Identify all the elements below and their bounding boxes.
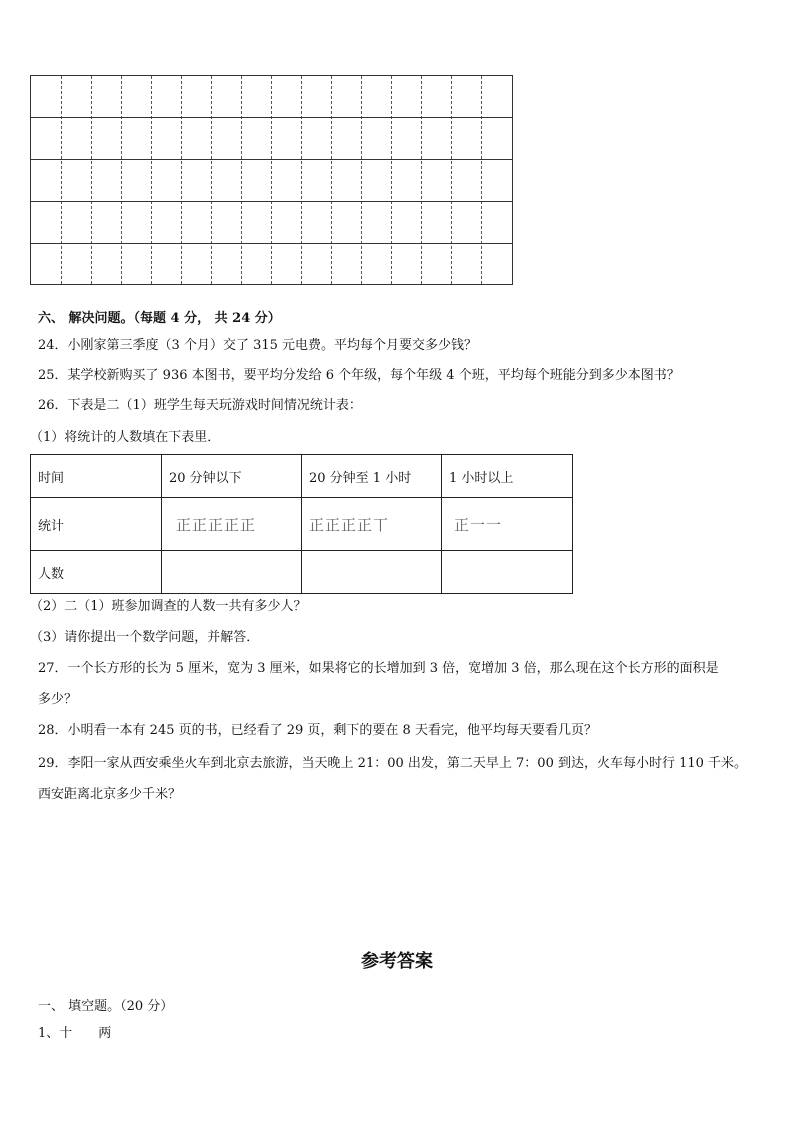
grid-line [31,243,512,244]
grid-line [31,201,512,202]
question-28: 28．小明看一本有 245 页的书，已经看了 29 页，剩下的要在 8 天看完，他平均每天要看几页？ [38,723,597,738]
grid-line [271,76,272,284]
header-over-1h: 1 小时以上 [442,455,573,498]
table-row [31,455,573,498]
writing-grid [30,75,513,285]
question-27-line1: 27．一个长方形的长为 5 厘米，宽为 3 厘米，如果将它的长增加到 3 倍，宽增加 3 倍，那么现在这个长方形的面积是 [38,661,719,676]
question-24: 24．小刚家第三季度（3 个月）交了 315 元电费。平均每个月要交多少钱？ [38,338,478,353]
question-27-line2: 多少？ [38,692,78,707]
question-26: 26．下表是二（1）班学生每天玩游戏时间情况统计表： [38,398,362,413]
tally-marks: 正一一 [454,515,503,534]
tally-marks: 正正正正丅 [309,515,390,534]
grid-line [451,76,452,284]
stats-table [30,454,573,594]
grid-line [121,76,122,284]
question-29-line1: 29．李阳一家从西安乘坐火车到北京去旅游，当天晚上 21：00 出发，第二天早上 7：00 到达，火车每小时行 110 千米。 [38,756,748,771]
section6-title: 六、 解决问题。（每题 4 分， 共 24 分） [38,311,281,326]
tally-20min-1h [302,498,442,551]
grid-line [211,76,212,284]
grid-line [31,159,512,160]
answer-1: 1、十 两 [38,1026,112,1041]
grid-line [241,76,242,284]
question-25: 25．某学校新购买了 936 本图书，要平均分发给 6 个年级，每个年级 4 个班，平均每个班能分到多少本图书？ [38,368,680,383]
count-label: 人数 [31,551,162,594]
grid-line [391,76,392,284]
table-row [31,551,573,594]
tally-label: 统计 [31,498,162,551]
grid-line [301,76,302,284]
grid-line [151,76,152,284]
question-26-part1: （1）将统计的人数填在下表里． [30,430,221,445]
answers-section1-title: 一、 填空题。（20 分） [38,999,174,1014]
grid-line [61,76,62,284]
question-26-part3: （3）请你提出一个数学问题，并解答． [30,630,260,645]
grid-line [331,76,332,284]
tally-marks: 正正正正正 [176,515,257,534]
table-row [31,498,573,551]
header-under-20min: 20 分钟以下 [162,455,302,498]
count-cell[interactable] [302,551,442,594]
tally-over-1h [442,498,573,551]
header-20min-1h: 20 分钟至 1 小时 [302,455,442,498]
grid-line [31,117,512,118]
grid-line [481,76,482,284]
question-26-part2: （2）二（1）班参加调查的人数一共有多少人？ [30,599,307,614]
answers-heading: 参考答案 [361,951,433,972]
question-29-line2: 西安距离北京多少千米？ [38,787,182,802]
count-cell[interactable] [162,551,302,594]
count-cell[interactable] [442,551,573,594]
grid-line [421,76,422,284]
tally-under-20min [162,498,302,551]
grid-line [181,76,182,284]
header-time: 时间 [31,455,162,498]
grid-line [361,76,362,284]
grid-line [91,76,92,284]
